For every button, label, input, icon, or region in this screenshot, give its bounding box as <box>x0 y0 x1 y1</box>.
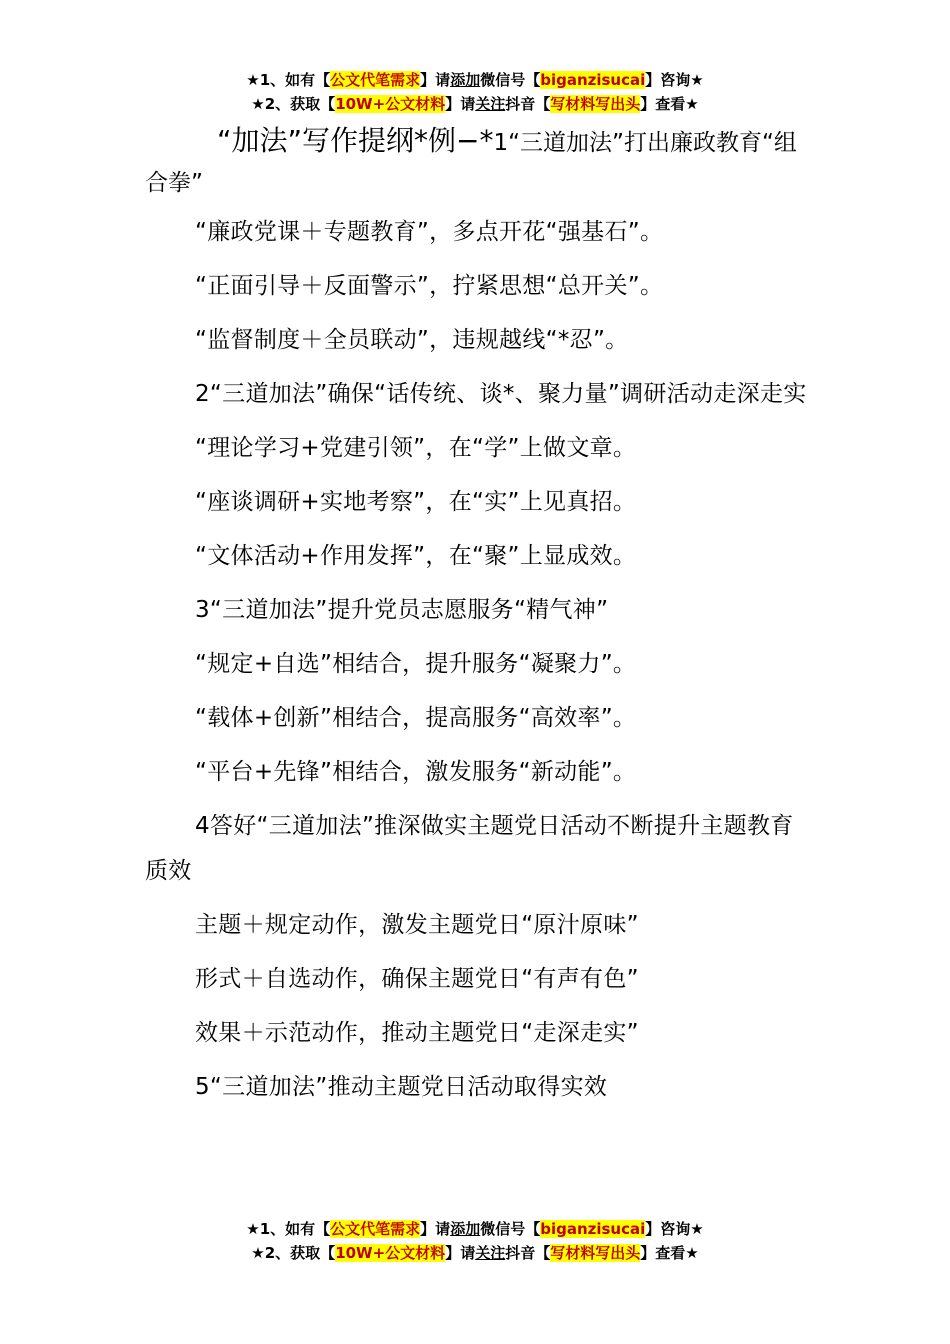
section-heading: 5“三道加法”推动主题党日活动取得实效 <box>195 1074 608 1100</box>
paragraph: “载体+创新”相结合，提高服务“高效率”。 <box>195 705 637 731</box>
section-heading: 4答好“三道加法”推深做实主题党日活动不断提升主题教育质效 <box>145 813 794 884</box>
paragraph: 主题＋规定动作，激发主题党日“原汁原味” <box>195 912 639 938</box>
paragraph: 效果＋示范动作，推动主题党日“走深走实” <box>195 1020 639 1046</box>
banner-line-1 <box>0 1217 950 1241</box>
banner-underline: 关注 <box>475 95 506 113</box>
banner-text: 】查看★ <box>640 1244 699 1262</box>
banner-text: ★1、如有【 <box>246 1220 331 1238</box>
banner-highlight: biganzisucai <box>540 1220 646 1238</box>
banner-text: 微信号【 <box>480 71 541 89</box>
paragraph: “规定+自选”相结合，提升服务“凝聚力”。 <box>195 651 637 677</box>
banner-text: 抖音【 <box>505 95 551 113</box>
paragraph: “廉政党课＋专题教育”，多点开花“强基石”。 <box>195 219 664 245</box>
banner-line-2 <box>0 1241 950 1265</box>
title-rest: 1“三道加法”打出廉政教育“组合拳” <box>145 130 797 196</box>
paragraph: “座谈调研+实地考察”，在“实”上见真招。 <box>195 489 637 515</box>
title-main: “加法”写作提纲*例−* <box>217 124 494 157</box>
banner-text: ★2、获取【 <box>251 95 336 113</box>
banner-text: 】请 <box>420 1220 451 1238</box>
header-banner <box>0 68 950 116</box>
banner-text: ★1、如有【 <box>246 71 331 89</box>
section-heading: 3“三道加法”提升党员志愿服务“精气神” <box>195 597 609 623</box>
banner-highlight: 写材料写出头 <box>550 95 641 113</box>
banner-highlight: 公文代笔需求 <box>330 1220 421 1238</box>
banner-line-2 <box>0 92 950 116</box>
banner-highlight: biganzisucai <box>540 71 646 89</box>
banner-text: 微信号【 <box>480 1220 541 1238</box>
banner-text: ★2、获取【 <box>251 1244 336 1262</box>
banner-highlight: 公文代笔需求 <box>330 71 421 89</box>
footer-banner <box>0 1217 950 1265</box>
banner-highlight: 写材料写出头 <box>550 1244 641 1262</box>
paragraph: “文体活动+作用发挥”，在“聚”上显成效。 <box>195 543 637 569</box>
banner-text: 】请 <box>445 1244 476 1262</box>
banner-text: 】请 <box>420 71 451 89</box>
paragraph: “平台+先锋”相结合，激发服务“新动能”。 <box>195 759 637 785</box>
banner-line-1 <box>0 68 950 92</box>
banner-text: 】查看★ <box>640 95 699 113</box>
banner-underline: 添加 <box>450 1220 481 1238</box>
banner-highlight: 10W+公文材料 <box>335 1244 446 1262</box>
banner-underline: 关注 <box>475 1244 506 1262</box>
paragraph: “理论学习+党建引领”，在“学”上做文章。 <box>195 435 637 461</box>
banner-highlight: 10W+公文材料 <box>335 95 446 113</box>
banner-text: 】咨询★ <box>645 71 704 89</box>
paragraph: “正面引导＋反面警示”，拧紧思想“总开关”。 <box>195 273 664 299</box>
banner-text: 】请 <box>445 95 476 113</box>
banner-text: 】咨询★ <box>645 1220 704 1238</box>
paragraph: 形式＋自选动作，确保主题党日“有声有色” <box>195 966 639 992</box>
section-heading: 2“三道加法”确保“话传统、谈*、聚力量”调研活动走深走实 <box>195 381 807 407</box>
paragraph: “监督制度＋全员联动”，违规越线“*忍”。 <box>195 327 629 353</box>
banner-underline: 添加 <box>450 71 481 89</box>
document-title <box>145 122 810 202</box>
banner-text: 抖音【 <box>505 1244 551 1262</box>
document-body <box>145 122 810 1110</box>
